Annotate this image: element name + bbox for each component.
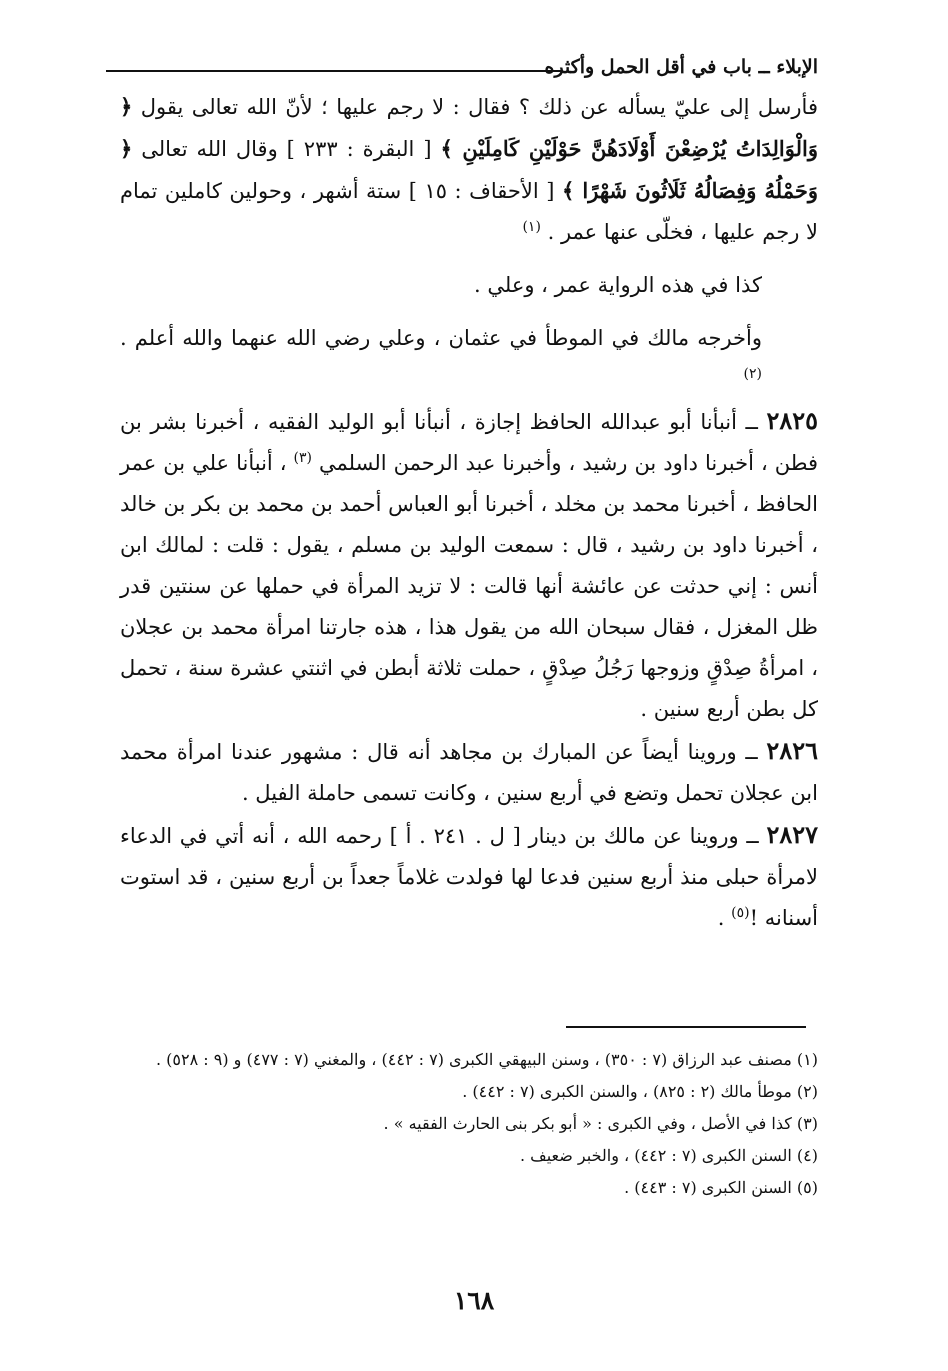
paragraph-text: وأخرجه مالك في الموطأ في عثمان ، وعلي رضي الله عنهما والله أعلم . xyxy=(120,326,762,350)
main-text xyxy=(120,86,818,939)
paragraph-text: [ الأحقاف : ١٥ ] ستة أشهر ، وحولين كاملين تمام لا رجم عليها ، فخلّى عنها عمر . xyxy=(120,179,818,244)
hadith-text: ــ وروينا أيضاً عن المبارك بن مجاهد أنه قال : مشهور عندنا امرأة محمد ابن عجلان تحمل وتضع في أربع سنين ، وكانت تسمى حاملة الفيل . xyxy=(120,740,818,805)
footnote-marker: (٥) xyxy=(731,905,750,921)
quran-verse: ﴿ وَحَمْلُهُ وَفِصَالُهُ ثَلَاثُونَ شَهْرًا ﴾ xyxy=(120,136,818,203)
hadith-text: ، أنبأنا علي بن عمر الحافظ ، أخبرنا محمد بن مخلد ، أخبرنا أبو العباس أحمد بن محمد بن بكر بن خالد ، أخبرنا داود بن رشيد ، قال : سمعت الوليد بن مسلم ، يقول : قلت : لمالك ابن أنس : إني حدثت عن عائشة أنها قالت : لا تزيد المرأة في حملها عن سنتين قدر ظل المغزل ، فقال سبحان الله من يقول هذا ، هذه جارتنا امرأة محمد بن عجلان ، امرأةُ صِدْقٍ وزوجها رَجُلُ صِدْقٍ ، حملت ثلاثة أبطن في اثنتي عشرة سنة ، تحمل كل بطن أربع سنين . xyxy=(120,451,818,721)
hadith-number: ٢٨٢٥ xyxy=(766,406,818,435)
running-header xyxy=(100,52,818,88)
footnote-marker: (١) xyxy=(522,219,541,235)
paragraph-text: فأرسل إلى عليّ يسأله عن ذلك ؟ فقال : لا رجم عليها ؛ لأنّ الله تعالى يقول xyxy=(140,95,818,119)
footnotes xyxy=(110,1044,818,1204)
paragraph-text: كذا في هذه الرواية عمر ، وعلي . xyxy=(474,273,762,297)
quran-verse: ﴿ وَالْوَالِدَاتُ يُرْضِعْنَ أَوْلَادَهُنَّ حَوْلَيْنِ كَامِلَيْنِ ﴾ xyxy=(120,94,818,161)
hadith-2825 xyxy=(120,400,818,730)
hadith-text: ــ أنبأنا أبو عبدالله الحافظ إجازة ، أنبأنا أبو الوليد الفقيه ، أخبرنا بشر بن فطن ، أخبرنا داود بن رشيد ، وأخبرنا عبد الرحمن السلمي xyxy=(120,410,818,475)
verse-reference: [ البقرة : ٢٣٣ ] وقال الله تعالى xyxy=(141,137,432,161)
footnote-3: (٣) كذا في الأصل ، وفي الكبرى : « أبو بكر بنى الحارث الفقيه » . xyxy=(383,1114,818,1133)
footnote-2: (٢) موطأ مالك (٢ : ٨٢٥) ، والسنن الكبرى (٧ : ٤٤٢) . xyxy=(462,1082,818,1101)
hadith-number: ٢٨٢٧ xyxy=(766,820,818,849)
paragraph-takhrij xyxy=(120,318,818,400)
footnote-4: (٤) السنن الكبرى (٧ : ٤٤٢) ، والخبر ضعيف . xyxy=(519,1146,818,1165)
footnote-marker: (٣) xyxy=(293,450,313,466)
footnote-5: (٥) السنن الكبرى (٧ : ٤٤٣) . xyxy=(624,1178,818,1197)
footnote-separator xyxy=(566,1026,806,1028)
header-rule xyxy=(106,70,562,72)
paragraph-note xyxy=(120,265,818,306)
hadith-2826 xyxy=(120,730,818,814)
footnote-1: (١) مصنف عبد الرزاق (٧ : ٣٥٠) ، وسنن البيهقي الكبرى (٧ : ٤٤٢) ، والمغني (٧ : ٤٧٧) و (٩ : ٥٢٨) . xyxy=(155,1050,818,1069)
hadith-text: ــ وروينا عن مالك بن دينار [ ل . ٢٤١ . أ ] رحمه الله ، أنه أتي في الدعاء لامرأة حبلى منذ أربع سنين فدعا لها فولدت غلاماً جعداً بن أربع سنين ، قد استوت أسنانه ! xyxy=(120,824,818,930)
running-header-title: الإبلاء ــ باب في أقل الحمل وأكثره xyxy=(544,56,818,78)
paragraph-quran-citation xyxy=(120,86,818,253)
page-number: ١٦٨ xyxy=(453,1286,495,1315)
hadith-2827 xyxy=(120,814,818,939)
hadith-number: ٢٨٢٦ xyxy=(766,736,818,765)
footnote-marker: (٢) xyxy=(743,366,762,382)
hadith-text-end: . xyxy=(717,906,732,930)
